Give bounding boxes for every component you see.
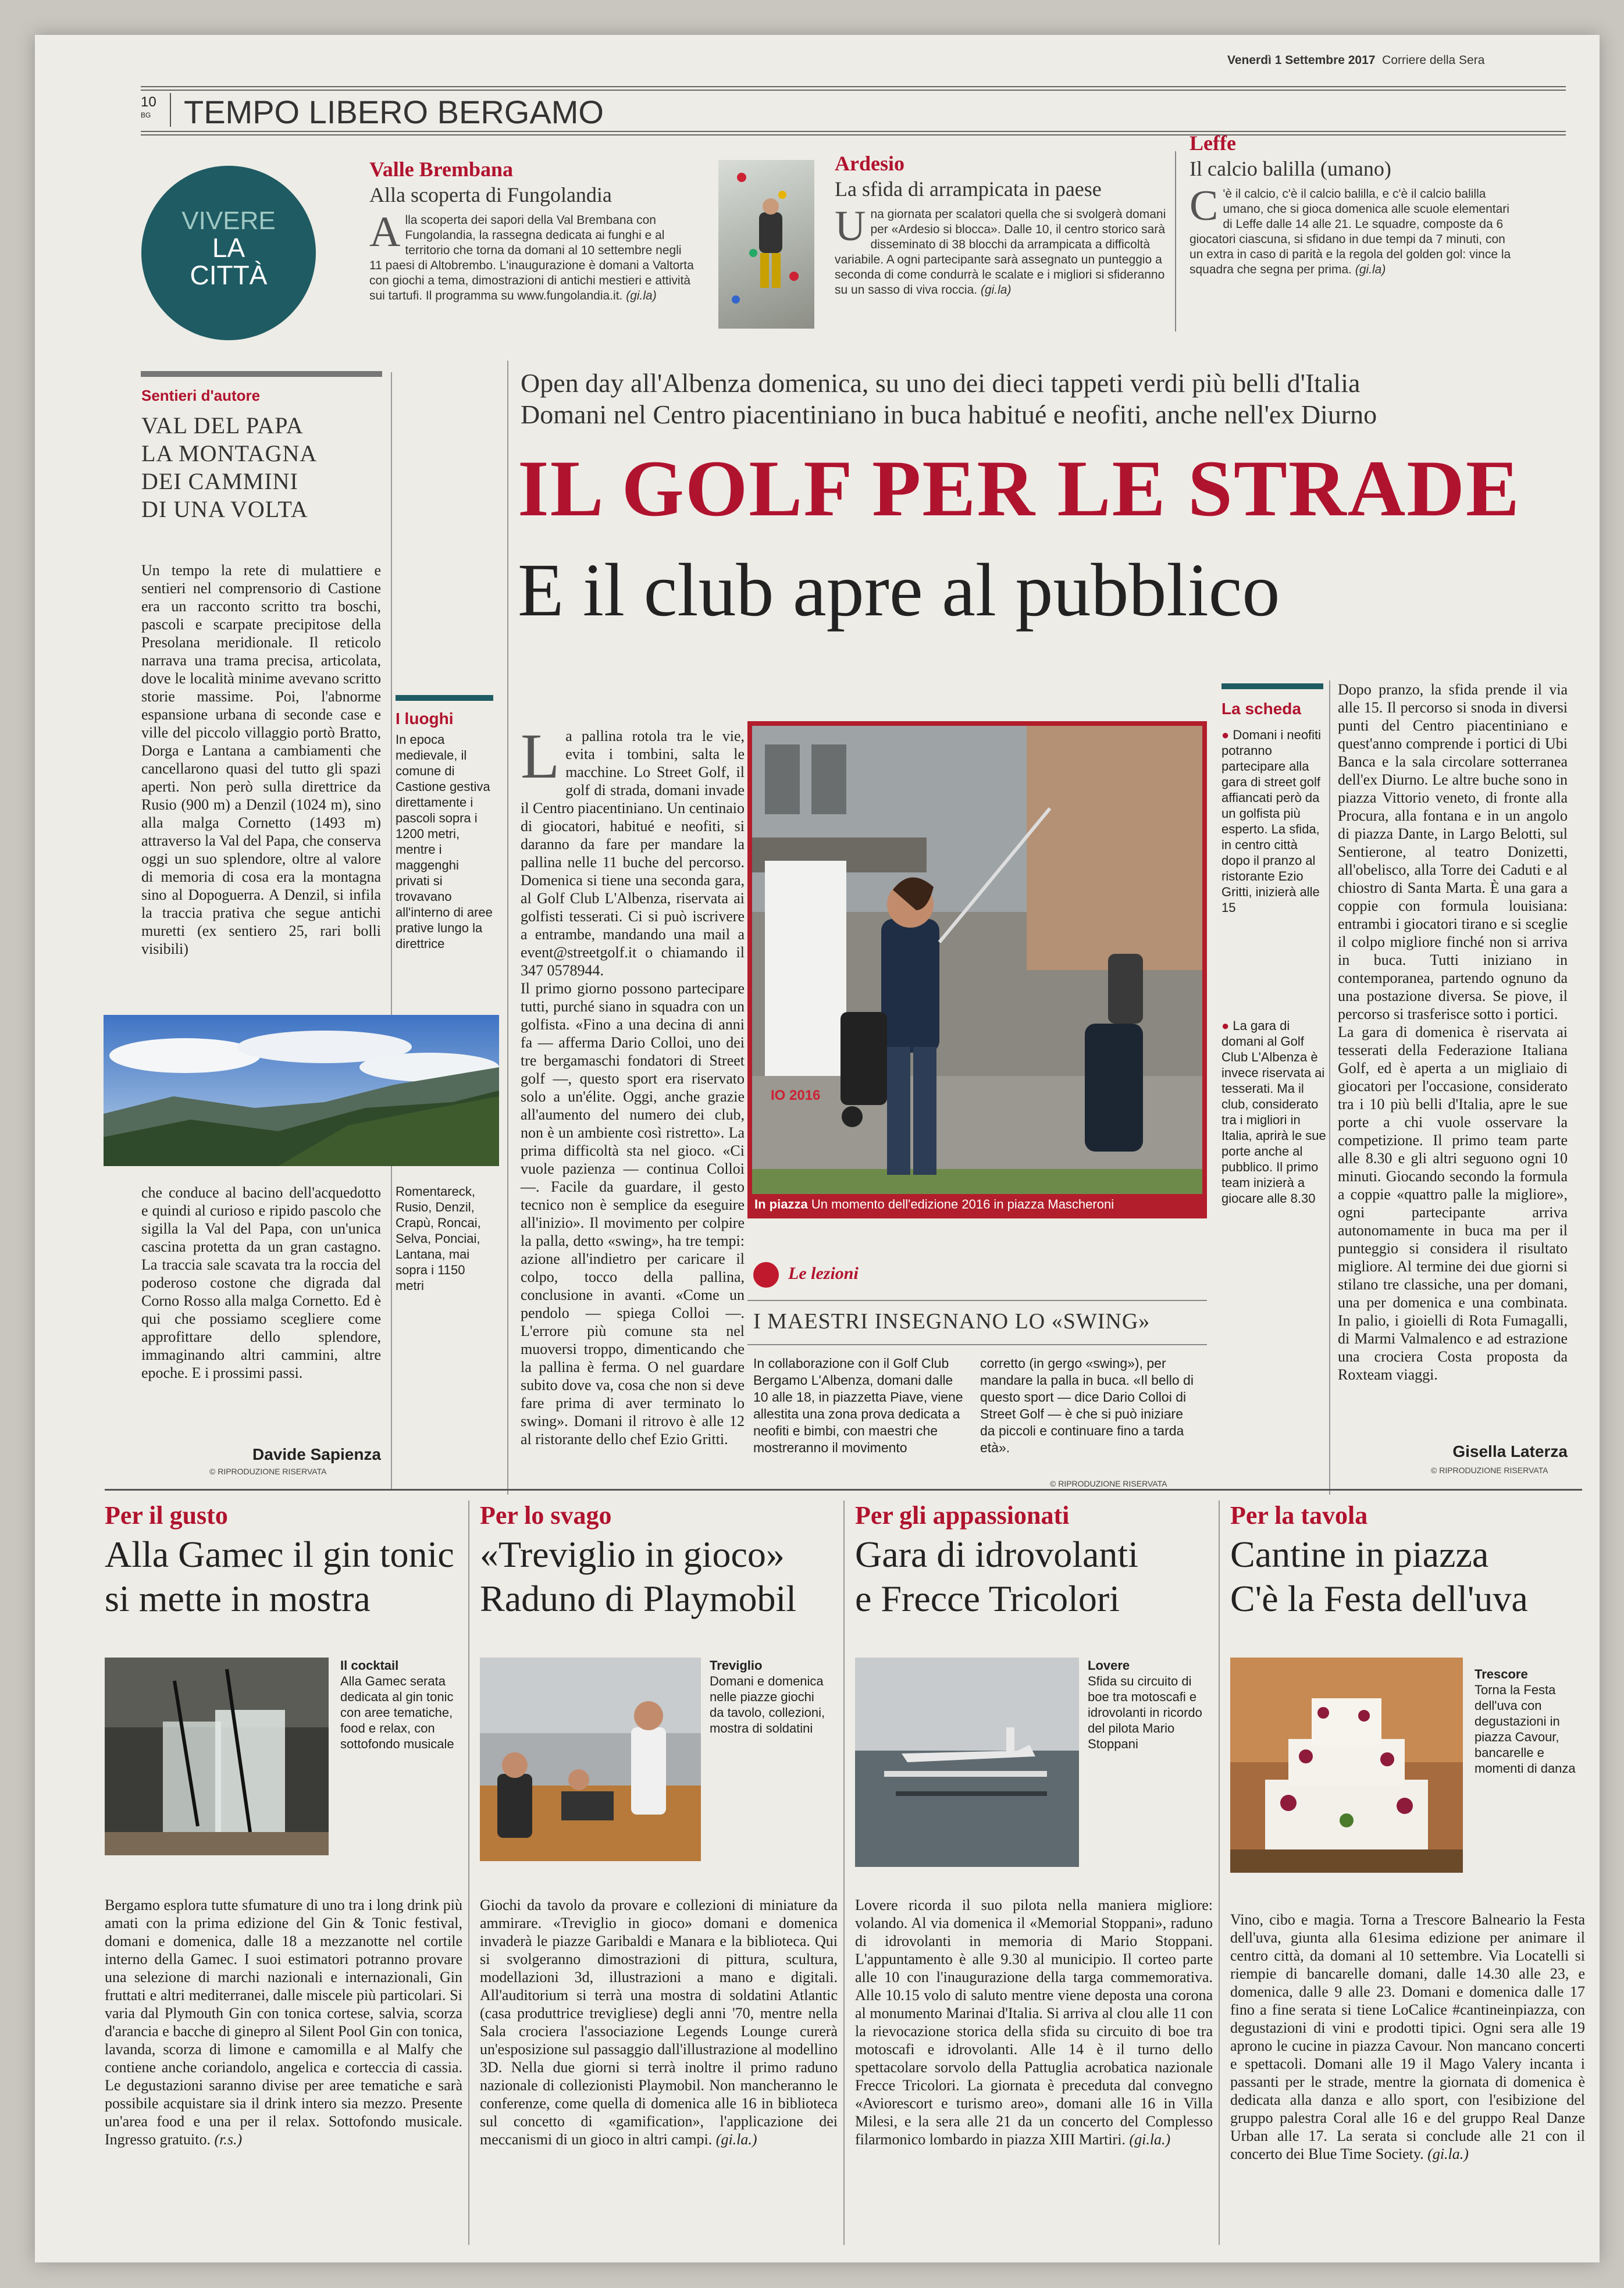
bottom-svago [480,1501,838,1621]
bottom-title: Alla Gamec il gin tonic si mette in mostra [105,1534,454,1619]
sentieri-text-1: Un tempo la rete di mulattiere e sentieri nel comprensorio di Castione era un racconto scritto tra boschi, pascoli e scarpate precipitose della Presolana meridionale. Il reticolo narrava una trama precisa, articolata, dove le località minime avevano scritto storie massime. Poi, l'abnorme espansione urbana di seconde case e ville del piccolo villaggio portò Bratto, Dorga e Lantana a cambiamenti che cancellarono quasi del tutto gli spazi aperti. Non però sulla direttrice da Rusio (900 m) a Denzil (1024 m), sino alla malga Cornetto (1493 m) attraverso la Val del Papa, che conserva oggi un suo splendore, oltre al valore di memoria di cosa era la montagna sino al Dopoguerra. A Denzil, si infila la traccia prativa che segue antichi muretti (ex sentiero 25, rari bolli visibili) [141,562,381,957]
brief-text: C 'è il calcio, c'è il calcio balilla, e c'è il calcio balilla umano, che si gioca domenica alle scuole elementari di Leffe dalle 14 alle 21. Le squadre, composte da 6 giocatori ciascuna, si sfidano in due tempi da 7 minuti, con un extra in caso di parità e la regola del golden gol: vince la squadra che segna per prima. (gi.la) [1189,182,1511,276]
brief-place: Ardesio [835,152,904,175]
bottom-kicker: Per la tavola [1230,1501,1368,1530]
tavola-side: Trescore Torna la Festa dell'uva con degustazioni in piazza Cavour, bancarelle e momenti di danza [1475,1667,1576,1776]
lezioni-title: I MAESTRI INSEGNANO LO «SWING» [753,1309,1151,1334]
main-subheadline: E il club apre al pubblico [518,548,1280,632]
playmobil-photo [480,1658,701,1861]
lezioni-col-2: corretto (in gergo «swing»), per mandare la palla in buca. «Il bello di questo sport — dice Dario Colloi di Street Golf — è che si può iniziare da piccoli e continuare fino a tarda età». [980,1356,1194,1455]
golf-photo [747,721,1207,1218]
brief-title: Alla scoperta di Fungolandia [369,183,612,206]
brief-text: Una giornata per scalatori quella che si svolgerà domani per «Ardesio si blocca». Dalle 10, il centro storico sarà disseminato di 38 blocchi da arrampicata a difficoltà variabile. A ogni partecipante sarà assegnato un punteggio a seconda di come condurrà le scalate e i migliori si sfideranno su un sasso di viva roccia. (gi.la) [835,202,1166,297]
main-col-right: Dopo pranzo, la sfida prende il via alle 15. Il percorso si snoda in diversi punti del Centro piacentiniano e quest'anno comprende i portici di Ubi Banca e la sala circolare sotterranea dell'ex Diurno. Le altre buche sono in piazza Vittorio veneto, di fronte alla Procura, alla fontana e in un angolo di piazza Dante, in Largo Belotti, sul Sentierone, al teatro Donizetti, all'obelisco, alla Torre dei Caduti e al chiostro di Santa Marta. È una gara a coppie con formula louisiana: entrambi i giocatori tirano e si sceglie il colpo migliore finché non si arriva in buca. Tutti iniziano in contemporanea, partendo ognuno da una postazione diversa. Se piove, il percorso si trasferisce sotto i portici. La gara di domenica è riservata ai tesserati della Federazione Italiana Golf, ed è aperta a un migliaio di giocatori per l'occasione, considerato tra i 10 più belli d'Italia, apre le sue porte a chi vuole osservare la competizione. Il primo team parte alle 8.30 e gli altri seguono ogni 10 minuti. Giocando secondo la formula a coppie «quattro palle la migliore», ogni partecipante arriva autonomamente in buca ma per il punteggio si considera il risultato migliore. Al termine dei due giorni si stilano tre classiche, una per domani, una per domenica e una combinata. In palio, i gioielli di Rota Fumagalli, di Marmi Valmalenco e ad estrazione una crociera Costa proposta da Roxteam viaggi. [1338,681,1568,1383]
photo-banner: IO 2016 [771,1088,821,1103]
appassionati-side: Lovere Sfida su circuito di boe tra motoscafi e idrovolanti in ricordo del pilota Mario Stoppani [1088,1658,1202,1751]
sentieri-kicker: Sentieri d'autore [141,387,261,404]
svago-text: Giochi da tavolo da provare e collezioni di miniature da ammirare. «Treviglio in gioco» domani e domenica invaderà le piazze Garibaldi e Manara e la biblioteca. Qui si svolgeranno dimostrazioni di pittura, scultura, modellazioni 3d, illustrazioni a mano e digitali. All'auditorium si terrà una mostra di soldatini Atlantic (casa produttrice trevigliese) degli anni '70, mentre nella Sala crociera l'associazione Legends Lounge curerà un'esposizione sul passaggio dall'illustrazione al modellino 3D. Nella due giorni si terrà inoltre il primo raduno nazionale di collezionisti Playmobil. Non mancheranno le conferenze, come quella di domenica alle 16 in biblioteca sul concetto di «gamification», l'applicazione dei meccanismi di un gioco in altri campi. (gi.la.) [480,1897,838,2148]
gusto-side: Il cocktail Alla Gamec serata dedicata al gin tonic con aree tematiche, food e relax, con sottofondo musicale [340,1658,454,1751]
grape-festival-photo [1230,1658,1463,1873]
luoghi-kicker: I luoghi [396,710,454,728]
bottom-kicker: Per gli appassionati [855,1501,1070,1530]
bottom-gusto [105,1501,462,1621]
main-signature: Gisella Laterza [1452,1442,1568,1460]
bottom-section-rule [105,1489,1582,1491]
brief-text: Alla scoperta dei sapori della Val Brembana con Fungolandia, la rassegna dedicata ai funghi e al territorio che torna da domani al 10 settembre negli 11 paesi di Altobrembo. L'inaugurazione è domani a Valtorta con giochi a tema, dimostrazioni di antichi mestieri e attività sui tartufi. Il programma su www.fungolandia.it. (gi.la) [369,208,694,302]
lezioni-rule [747,1344,1207,1345]
scheda-bar [1221,683,1323,689]
luoghi-text-2: Romentareck, Rusio, Denzil, Crapù, Roncai, Selva, Ponciai, Lantana, mai sopra i 1150 metri [396,1184,481,1293]
brief-place: Leffe [1189,131,1236,155]
brief-leffe [1189,131,1515,277]
bottom-kicker: Per lo svago [480,1501,612,1530]
main-copyright: © RIPRODUZIONE RISERVATA [1431,1466,1548,1475]
bottom-title: Cantine in piazza C'è la Festa dell'uva [1230,1534,1528,1619]
sentieri-title: VAL DEL PAPA LA MONTAGNA DEI CAMMINI DI UNA VOLTA [141,412,318,522]
svago-side: Treviglio Domani e domenica nelle piazze giochi da tavolo, collezioni, mostra di soldatini [710,1658,825,1735]
bottom-appassionati [855,1501,1213,1621]
lezioni-kicker: Le lezioni [788,1264,859,1283]
scheda-item-1: ● Domani i neofiti potranno partecipare alla gara di street golf affiancati però da un golfista più esperto. La sfida, in centro città dopo il pranzo al ristorante Ezio Gritti, inizierà alle 15 [1221,728,1322,915]
page-number: 10 BG [141,94,156,119]
sentieri-text-2: che conduce al bacino dell'acquedotto e quindi al curioso e ripido pascolo che sigilla la Val del Papa, con un'unica cascina protetta da un gran castagno. La traccia sale scavata tra la roccia del poderoso costone che digrada dal Corno Rosso alla malga Cornetto. Ed è qui che possiamo scegliere come approfittare dello splendore, immaginando altri cammini, altre epoche. E i prossimi passi. [141,1184,381,1381]
column-divider [391,372,392,1489]
column-divider [468,1501,469,2245]
vivere-la-citta-badge: VIVERE LA CITTÀ [141,166,316,340]
bottom-kicker: Per il gusto [105,1501,228,1530]
bottom-title: Gara di idrovolanti e Frecce Tricolori [855,1534,1138,1619]
column-divider [507,361,508,1495]
seaplane-photo [855,1658,1079,1867]
main-deck: Open day all'Albenza domenica, su uno dei dieci tappeti verdi più belli d'Italia Domani nel Centro piacentiniano in buca habitué e neofiti, anche nell'ex Diurno [521,368,1377,429]
luoghi-bar [396,695,493,701]
main-headline: IL GOLF PER LE STRADE [518,444,1520,533]
sentieri-signature: Davide Sapienza [252,1445,381,1463]
lezioni-box [747,1236,1207,1492]
section-title: TEMPO LIBERO BERGAMO [184,94,604,130]
brief-ardesio [835,151,1172,298]
column-divider [843,1501,845,2245]
brief-divider [1175,151,1176,332]
newspaper-page [35,35,1600,2262]
sentieri-copyright: © RIPRODUZIONE RISERVATA [209,1467,327,1476]
bottom-title: «Treviglio in gioco» Raduno di Playmobil [480,1534,796,1619]
appassionati-text: Lovere ricorda il suo pilota nella maniera migliore: volando. Al via domenica il «Memorial Stoppani», raduno di idrovolanti in memoria di Mario Stoppani. L'appuntamento è alle 9.30 al municipio. Il corteo parte alle 10 con l'inaugurazione della targa commemorativa. Alle 10.15 volo di saluto mentre viene deposta una corona al monumento Marinai d'Italia. Si arriva al clou alle 11 con la rievocazione storica della sfida su circuito di boe tra motoscafi e idrovolanti. Alle 14 è il turno dello spettacolare sorvolo della Pattuglia acrobatica nazionale Frecce Tricolori. La giornata è preceduta dal convegno «Aviorescort e turismo areo», domani alle 16 in Villa Milesi, e la sera alle 21 da un concerto del Complesso filarmonico lombardo in piazza XIII Martiri. (gi.la.) [855,1897,1213,2148]
luoghi-text-1: In epoca medievale, il comune di Castione gestiva direttamente i pascoli sopra i 1200 metri, mentre i maggenghi privati si trovavano all'interno di aree prative lungo la direttrice [396,732,493,951]
gin-tonic-photo [105,1658,329,1855]
lezioni-col-1: In collaborazione con il Golf Club Bergamo L'Albenza, domani dalle 10 alle 18, in piazzetta Piave, viene allestita una zona prova dedicata a neofiti e bimbi, con maestri che mostreranno il movimento [753,1356,963,1455]
main-col-1: La pallina rotola tra le vie, evita i tombini, salta le macchine. Lo Street Golf, il golf di strada, domani invade il Centro piacentiniano. Un centinaio di giocatori, habitué e neofiti, si daranno da fare per mandare la pallina nelle 11 buche del percorso. Domenica si tiene una seconda gara, al Golf Club L'Albenza, riservata ai golfisti tesserati. Ci si può iscrivere a entrambe, mandando una mail a event@streetgolf.it o chiamando il 347 0578944. Il primo giorno possono partecipare tutti, purché siano in squadra con un golfista. «Fino a una decina di anni fa — afferma Dario Colloi, uno dei tre bergamaschi fondatori di Street golf —, questo sport era riservato solo a un'élite. Oggi, anche grazie all'aumento del numero dei club, non è un ambiente così ristretto». La prima difficoltà sta nel gioco. «Ci vuole pazienza — continua Colloi —. Facile da guardare, il gesto tecnico non è semplice da eseguire all'inizio». Il movimento per colpire la palla, detto «swing», ha tre tempi: azione all'indietro per caricare il colpo, tocco della pallina, conclusione in avanti. «Come un pendolo — spiega Colloi —. L'errore più comune sta nel muoversi troppo, dimenticando che la pallina è ferma. O nel guardare subito dove va, cosa che non si deve fare prima di aver terminato lo swing». Domani il ritrovo è alle 12 al ristorante dello chef Ezio Gritti. [521,721,745,1448]
climbing-photo [718,160,814,329]
masthead-rule-top [141,86,1566,91]
val-del-papa-photo [104,1015,499,1166]
bottom-tavola [1230,1501,1585,1621]
golf-photo-caption: In piazza Un momento dell'edizione 2016 in piazza Mascheroni [754,1197,1114,1211]
brief-title: La sfida di arrampicata in paese [835,177,1102,201]
scheda-item-2: ● La gara di domani al Golf Club L'Albenza è invece riservata ai tesserati. Ma il club, considerato tra i migliori in Italia, aprirà le sue porte anche al pubblico. Il primo team inizierà a giocare alle 8.30 [1221,1018,1326,1206]
scheda-kicker: La scheda [1221,700,1301,718]
lezioni-rule [747,1300,1207,1301]
lezioni-dot-icon [753,1262,779,1288]
masthead-divider [170,93,171,127]
column-divider [1329,680,1330,1495]
sentieri-bar [141,371,382,377]
issue-date: Venerdì 1 Settembre 2017 Corriere della Sera [1227,54,1485,67]
brief-title: Il calcio balilla (umano) [1189,157,1391,180]
lezioni-copyright: © RIPRODUZIONE RISERVATA [1050,1479,1167,1488]
tavola-text: Vino, cibo e magia. Torna a Trescore Balneario la Festa dell'uva, giunta alla 61esima edizione per animare il centro città, da domani al 10 settembre. Via Locatelli si riempie di bancarelle domani, dalle 14.30 alle 23, e domenica, dalle 9 alle 23. Domani e domenica dalle 17 fino a fine serata si tiene LoCalice #cantineinpiazza, con degustazioni di vini e prodotti tipici. Ogni sera alle 19 aprono le cucine in piazza Cavour. Non mancano concerti e spettacoli. Domani alle 19 il Mago Valery incanta i passanti per le strade, mentre la giornata di domenica è dedicata alla danza e allo sport, con l'esibizione del gruppo palestra Coral alle 16 e del gruppo Real Danze Urban alle 17. La serata si conclude alle 21 con il concerto dei Blue Time Society. (gi.la.) [1230,1911,1585,2162]
column-divider [1219,1501,1220,2245]
brief-valle-brembana [369,157,695,304]
brief-place: Valle Brembana [369,158,514,181]
gusto-text: Bergamo esplora tutte sfumature di uno tra i long drink più amati con la prima edizione del Gin & Tonic festival, domani e domenica, dalle 18 a mezzanotte nel cortile interno della Gamec. I suoi estimatori potranno provare una selezione di marchi nazionali e internazionali, Gin fruttati e altri mediterranei, dalle miscele più particolari. Si varia dal Plymouth Gin con tonica cortese, salvia, scorza d'arancia e bacche di ginepro al Silent Pool Gin con tonica, lavanda, scorza di limone e camomilla e al Malfy che contiene anche coriandolo, angelica e corteccia di cassia. Le degustazioni saranno divise per aree tematiche e sarà possibile acquistare sia il drink intero sia mezzo. Presente un'area food e una per il relax. Sottofondo musicale. Ingresso gratuito. (r.s.) [105,1897,462,2148]
